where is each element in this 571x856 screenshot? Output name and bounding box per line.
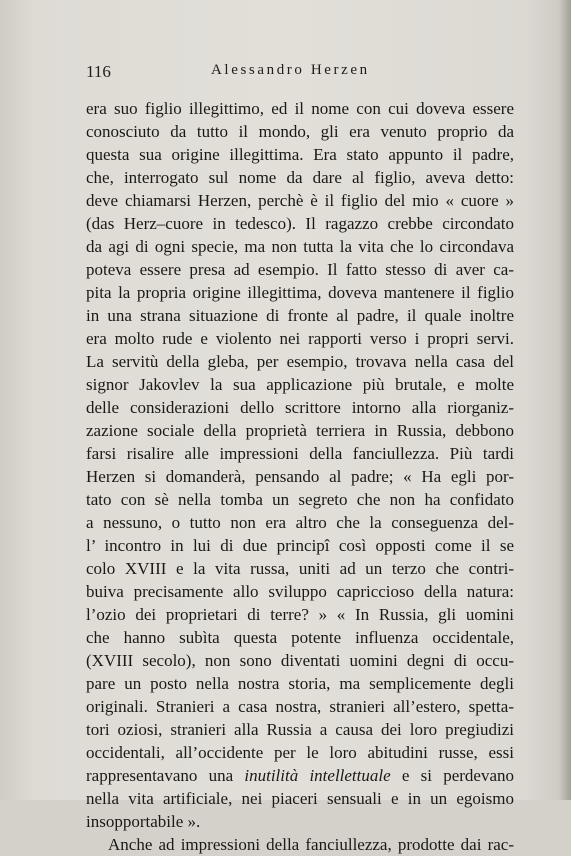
text-line: a nessuno, o tutto non era altro che la conseguenza del-	[86, 513, 514, 532]
text-line: (XVIII secolo), non sono diventati uomini degni di occu-	[86, 651, 514, 670]
page-header	[86, 62, 506, 84]
page-number: 116	[86, 62, 111, 81]
page-edge-shadow	[559, 0, 571, 800]
paragraph-first-line: Anche ad impressioni della fanciullezza, prodotte dai rac-	[108, 835, 514, 854]
text-line: buiva precisamente allo sviluppo capriccioso della natura:	[86, 582, 514, 601]
text-line: Herzen si domanderà, pensando al padre; « Ha egli por-	[86, 467, 514, 486]
text-line: era suo figlio illegittimo, ed il nome con cui doveva essere	[86, 99, 514, 118]
text-line: La servitù della gleba, per esempio, trovava nella casa del	[86, 352, 514, 371]
text-line: da agi di ogni specie, ma non tutta la vita che lo circondava	[86, 237, 514, 256]
text-line: tato con sè nella tomba un segreto che non ha confidato	[86, 490, 514, 509]
text-line: occidentali, all’occidente per le loro abitudini russe, essi	[86, 743, 514, 762]
text-line: farsi risalire alle impressioni della fanciullezza. Più tardi	[86, 444, 514, 463]
text-line: tori oziosi, stranieri alla Russia a causa dei loro pregiudizi	[86, 720, 514, 739]
paragraph-last-line: insopportabile ».	[86, 812, 201, 831]
text-line: delle considerazioni dello scrittore intorno alla riorganiz-	[86, 398, 514, 417]
italic-phrase: inutilità intellettuale	[244, 766, 391, 785]
text-line: deve chiamarsi Herzen, perchè è il figlio del mio « cuore »	[86, 191, 514, 210]
text-line: originali. Stranieri a casa nostra, stranieri all’estero, spetta-	[86, 697, 514, 716]
text-segment: e si perdevano	[390, 766, 515, 785]
text-line: conosciuto da tutto il mondo, gli era venuto proprio da	[86, 122, 514, 141]
text-line: che, interrogato sul nome da dare al figlio, aveva detto:	[86, 168, 514, 187]
text-line: che hanno subìta questa potente influenza occidentale,	[86, 628, 514, 647]
text-line: nella vita artificiale, nei piaceri sensuali e in un egoismo	[86, 789, 514, 808]
text-line: zazione sociale della proprietà terriera in Russia, debbono	[86, 421, 514, 440]
text-line-with-italic	[86, 764, 514, 787]
text-line: l’ozio dei proprietari di terre? » « In Russia, gli uomini	[86, 605, 514, 624]
text-line: questa sua origine illegittima. Era stato appunto il padre,	[86, 145, 514, 164]
running-title: Alessandro Herzen	[211, 62, 370, 78]
text-line: (das Herz–cuore in tedesco). Il ragazzo crebbe circondato	[86, 214, 514, 233]
text-line: in una strana situazione di fronte al padre, il quale inoltre	[86, 306, 514, 325]
text-line: pare un posto nella nostra storia, ma semplicemente degli	[86, 674, 514, 693]
text-line: poteva essere presa ad esempio. Il fatto stesso di aver ca-	[86, 260, 514, 279]
text-segment: rappresentavano una	[86, 766, 245, 785]
text-line: colo XVIII e la vita russa, uniti ad un terzo che contri-	[86, 559, 514, 578]
text-line: era molto rude e violento nei rapporti verso i propri servi.	[86, 329, 514, 348]
text-line: l’ incontro in lui di due principî così opposti come il se	[86, 536, 514, 555]
text-line: pita la propria origine illegittima, doveva mantenere il figlio	[86, 283, 514, 302]
text-line: signor Jakovlev la sua applicazione più brutale, e molte	[86, 375, 514, 394]
body-text	[86, 97, 514, 856]
